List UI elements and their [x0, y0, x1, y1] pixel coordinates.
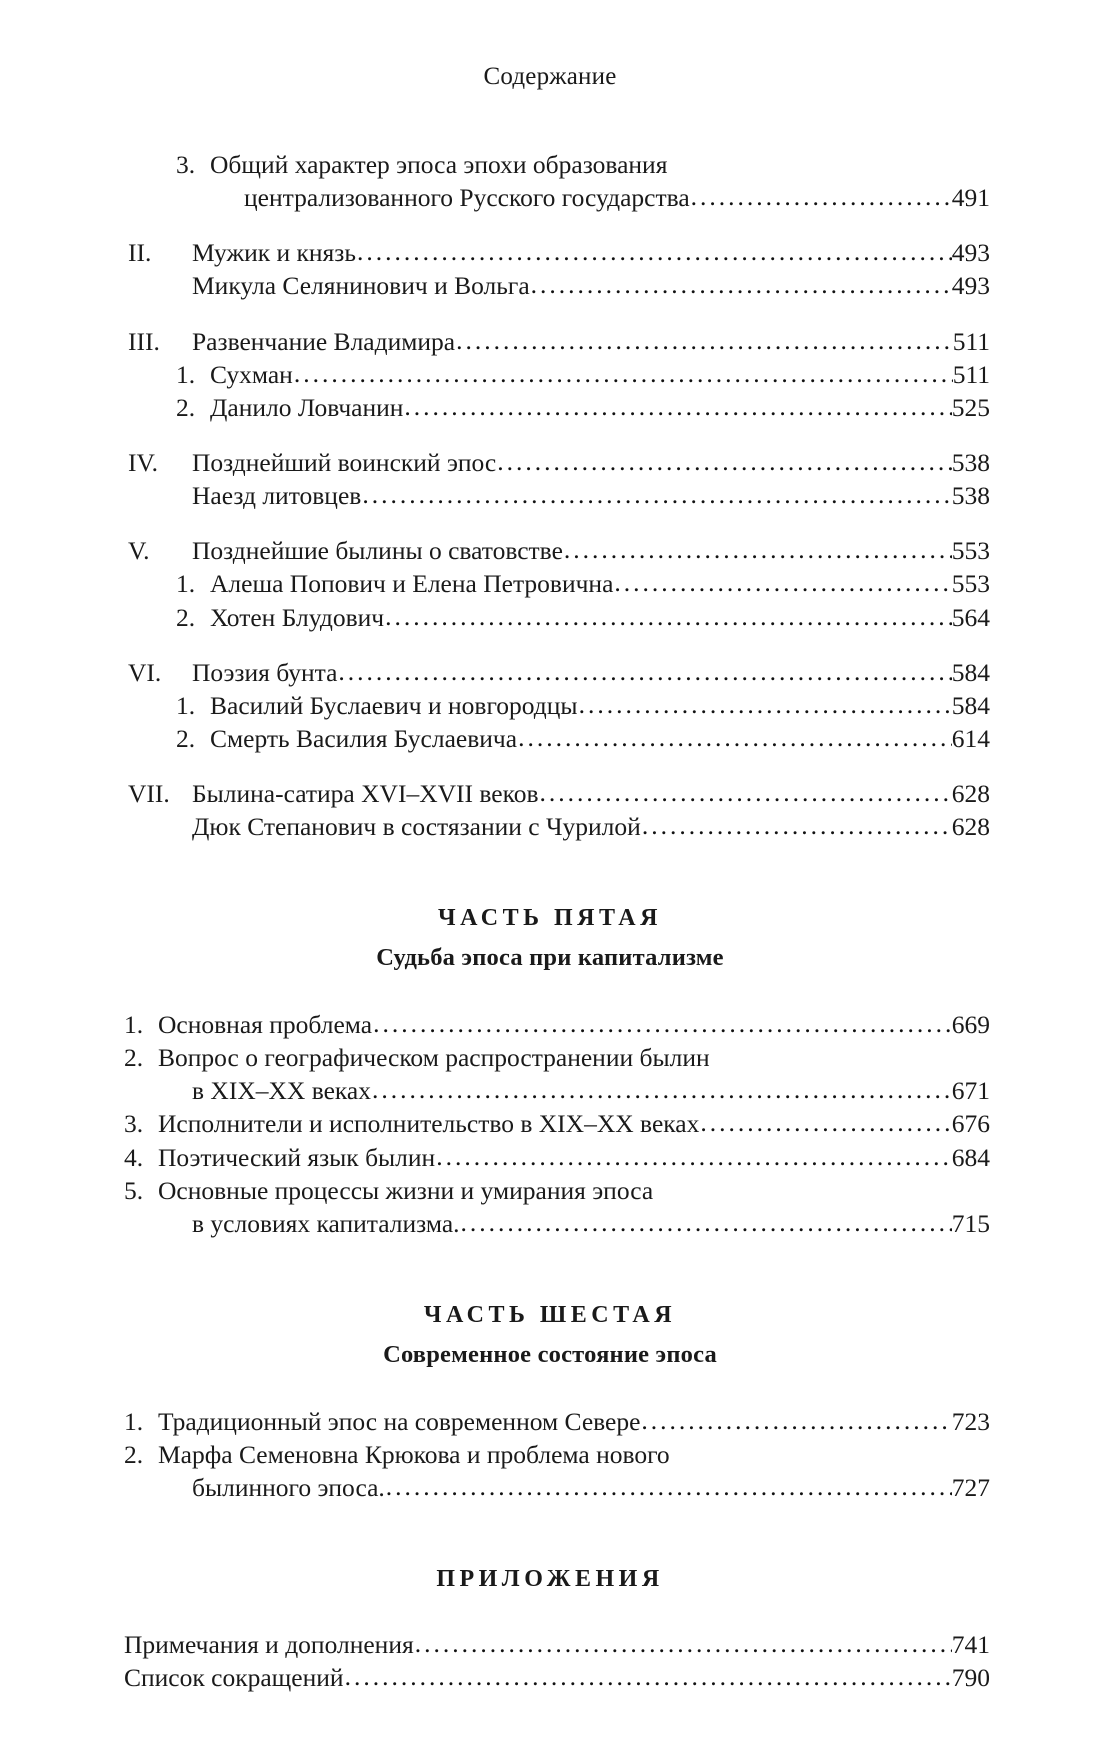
toc-entry-page-number: 511 — [952, 359, 990, 389]
toc-entry-number: VI. — [128, 657, 162, 687]
toc-entry-number: III. — [128, 326, 160, 356]
toc-entry-title: Поэзия бунта — [192, 657, 338, 687]
dot-leader — [518, 721, 952, 754]
toc-entry-title: Смерть Василия Буслаевича — [210, 723, 518, 753]
toc-entry[interactable] — [192, 479, 990, 512]
toc-entry-title: Общий характер эпоса эпохи образования — [210, 150, 668, 179]
toc-entry-title: Марфа Семеновна Крюкова и проблема нового — [158, 1439, 670, 1469]
toc-entry-title: Былина-сатира XVI–XVII веков — [192, 779, 539, 809]
toc-entry[interactable] — [128, 777, 990, 810]
toc-entry-title: Алеша Попович и Елена Петровична — [210, 569, 614, 599]
toc-entry-page-number: 684 — [951, 1142, 990, 1172]
dot-leader — [404, 390, 951, 423]
toc-entry-title: Василий Буслаевич и новгородцы — [210, 690, 578, 720]
section-spacer — [110, 974, 990, 1008]
part-heading: ЧАСТЬ ШЕСТАЯ — [423, 1302, 677, 1328]
toc-entry-number: 2. — [176, 602, 196, 632]
toc-entry-title: Основная проблема — [158, 1010, 373, 1040]
table-of-contents — [110, 148, 990, 1694]
dot-leader — [531, 268, 952, 301]
toc-entry-number: 3. — [176, 150, 196, 179]
toc-entry[interactable] — [158, 1074, 990, 1107]
toc-entry-page-number: 671 — [951, 1076, 990, 1106]
toc-entry[interactable] — [192, 269, 990, 302]
toc-entry-page-number: 511 — [952, 326, 990, 356]
toc-entry-page-number: 584 — [951, 657, 990, 687]
toc-entry[interactable] — [124, 1041, 990, 1074]
section-spacer — [110, 843, 990, 903]
dot-leader — [461, 1206, 952, 1239]
toc-entry-title: Наезд литовцев — [192, 481, 362, 511]
part-subheading: Современное состояние эпоса — [383, 1341, 717, 1368]
toc-entry[interactable] — [124, 1438, 990, 1471]
toc-entry-number: 3. — [124, 1109, 144, 1139]
group-spacer — [110, 214, 990, 236]
toc-entry-page-number: 614 — [951, 723, 990, 753]
toc-entry[interactable] — [124, 1141, 990, 1174]
toc-entry-number: 5. — [124, 1175, 144, 1205]
toc-entry-number: VII. — [128, 779, 170, 809]
toc-entry-page-number: 525 — [951, 392, 990, 422]
toc-entry[interactable] — [176, 148, 990, 181]
dot-leader — [691, 180, 952, 213]
toc-entry[interactable] — [124, 1174, 990, 1207]
toc-entry-title: Мужик и князь — [192, 238, 356, 268]
toc-entry-number: 2. — [176, 392, 196, 422]
toc-entry[interactable] — [128, 236, 990, 269]
toc-entry-title: в XIX–XX веках — [192, 1076, 371, 1106]
toc-entry-number: 2. — [176, 723, 196, 753]
dot-leader — [614, 566, 951, 599]
group-spacer — [110, 424, 990, 446]
dot-leader — [372, 1073, 952, 1106]
dot-leader — [539, 776, 951, 809]
section-spacer — [110, 1504, 990, 1564]
toc-entry-number: II. — [128, 238, 152, 268]
dot-leader — [373, 1007, 952, 1040]
section-spacer — [110, 1240, 990, 1300]
toc-entry[interactable] — [124, 1008, 990, 1041]
toc-entry-title: Данило Ловчанин — [210, 392, 404, 422]
toc-entry-title: Хотен Блудович — [210, 602, 385, 632]
toc-entry-page-number: 715 — [951, 1208, 990, 1238]
toc-entry-page-number: 669 — [951, 1010, 990, 1040]
toc-entry-title: Примечания и дополнения — [124, 1630, 414, 1660]
toc-entry-number: 1. — [124, 1010, 144, 1040]
part-heading: ПРИЛОЖЕНИЯ — [436, 1566, 664, 1593]
toc-entry-title: Позднейшие былины о сватовстве — [192, 536, 563, 566]
group-spacer — [110, 512, 990, 534]
dot-leader — [362, 478, 951, 511]
toc-entry-page-number: 493 — [951, 238, 990, 268]
toc-entry-page-number: 723 — [951, 1406, 990, 1436]
toc-entry[interactable] — [210, 181, 990, 214]
section-spacer — [110, 1594, 990, 1628]
dot-leader — [415, 1627, 952, 1660]
toc-entry-page-number: 538 — [951, 447, 990, 477]
toc-entry-page-number: 564 — [951, 602, 990, 632]
toc-entry-title: Традиционный эпос на современном Севере — [158, 1406, 641, 1436]
toc-entry[interactable] — [158, 1207, 990, 1240]
toc-entry[interactable] — [124, 1405, 990, 1438]
toc-entry[interactable] — [176, 567, 990, 600]
toc-entry-title: Исполнители и исполнительство в XIX–XX веках — [158, 1109, 700, 1139]
page-title: Содержание — [483, 63, 617, 90]
toc-entry-page-number: 538 — [951, 481, 990, 511]
dot-leader — [385, 600, 952, 633]
toc-entry[interactable] — [176, 358, 990, 391]
toc-entry-title: Поэтический язык былин — [158, 1142, 436, 1172]
dot-leader — [357, 235, 952, 268]
toc-entry-page-number: 676 — [951, 1109, 990, 1139]
toc-entry-title: Позднейший воинский эпос — [192, 447, 497, 477]
dot-leader — [338, 655, 951, 688]
toc-entry-page-number: 741 — [951, 1630, 990, 1660]
toc-entry[interactable] — [176, 601, 990, 634]
toc-entry-number: 1. — [176, 690, 196, 720]
toc-entry-page-number: 491 — [951, 183, 990, 213]
toc-entry-number: 2. — [124, 1043, 144, 1073]
toc-entry-page-number: 553 — [951, 569, 990, 599]
toc-entry-number: 2. — [124, 1439, 144, 1469]
toc-entry[interactable] — [124, 1661, 990, 1694]
toc-entry[interactable] — [128, 446, 990, 479]
toc-entry-number: 1. — [124, 1406, 144, 1436]
part-heading: ЧАСТЬ ПЯТАЯ — [438, 905, 662, 932]
toc-entry-number: IV. — [128, 447, 158, 477]
toc-entry[interactable] — [128, 325, 990, 358]
group-spacer — [110, 755, 990, 777]
toc-entry-title: былинного эпоса. — [192, 1472, 385, 1502]
section-spacer — [110, 1371, 990, 1405]
dot-leader — [579, 688, 952, 721]
toc-entry-page-number: 628 — [951, 779, 990, 809]
toc-entry[interactable] — [192, 810, 990, 843]
dot-leader — [564, 533, 952, 566]
toc-entry-title: Вопрос о географическом распространении былин — [158, 1043, 710, 1073]
toc-entry-page-number: 584 — [951, 690, 990, 720]
toc-entry[interactable] — [158, 1471, 990, 1504]
toc-entry-title: Основные процессы жизни и умирания эпоса — [158, 1175, 654, 1205]
part-subheading: Судьба эпоса при капитализме — [376, 944, 724, 972]
toc-entry[interactable] — [128, 534, 990, 567]
toc-entry-number: 1. — [176, 569, 196, 599]
toc-entry-title: Сухман — [210, 359, 293, 389]
toc-entry-page-number: 727 — [951, 1472, 990, 1502]
dot-leader — [497, 445, 952, 478]
toc-entry-title: Дюк Степанович в состязании с Чурилой — [192, 812, 641, 842]
dot-leader — [436, 1140, 952, 1173]
dot-leader — [641, 1404, 951, 1437]
toc-entry[interactable] — [176, 722, 990, 755]
toc-entry[interactable] — [176, 391, 990, 424]
toc-entry-number: V. — [128, 536, 150, 566]
toc-entry-number: 1. — [176, 359, 196, 389]
dot-leader — [642, 809, 952, 842]
toc-entry-title: Список сокращений — [124, 1663, 344, 1693]
toc-entry-page-number: 553 — [951, 536, 990, 566]
group-spacer — [110, 303, 990, 325]
toc-entry-number: 4. — [124, 1142, 144, 1172]
toc-entry-page-number: 628 — [951, 812, 990, 842]
toc-entry-title: Развенчание Владимира — [192, 326, 456, 356]
group-spacer — [110, 634, 990, 656]
toc-entry-title: в условиях капитализма. — [192, 1208, 460, 1238]
toc-entry-title: централизованного Русского государства — [244, 183, 690, 213]
dot-leader — [456, 324, 953, 357]
toc-entry[interactable] — [124, 1107, 990, 1140]
toc-entry[interactable] — [176, 689, 990, 722]
dot-leader — [294, 357, 953, 390]
dot-leader — [345, 1660, 952, 1693]
toc-entry[interactable] — [124, 1628, 990, 1661]
toc-entry-page-number: 493 — [951, 271, 990, 301]
dot-leader — [700, 1106, 951, 1139]
toc-entry-title: Микула Селянинович и Вольга — [192, 271, 530, 301]
dot-leader — [386, 1470, 952, 1503]
toc-entry-page-number: 790 — [951, 1663, 990, 1693]
toc-entry[interactable] — [128, 656, 990, 689]
